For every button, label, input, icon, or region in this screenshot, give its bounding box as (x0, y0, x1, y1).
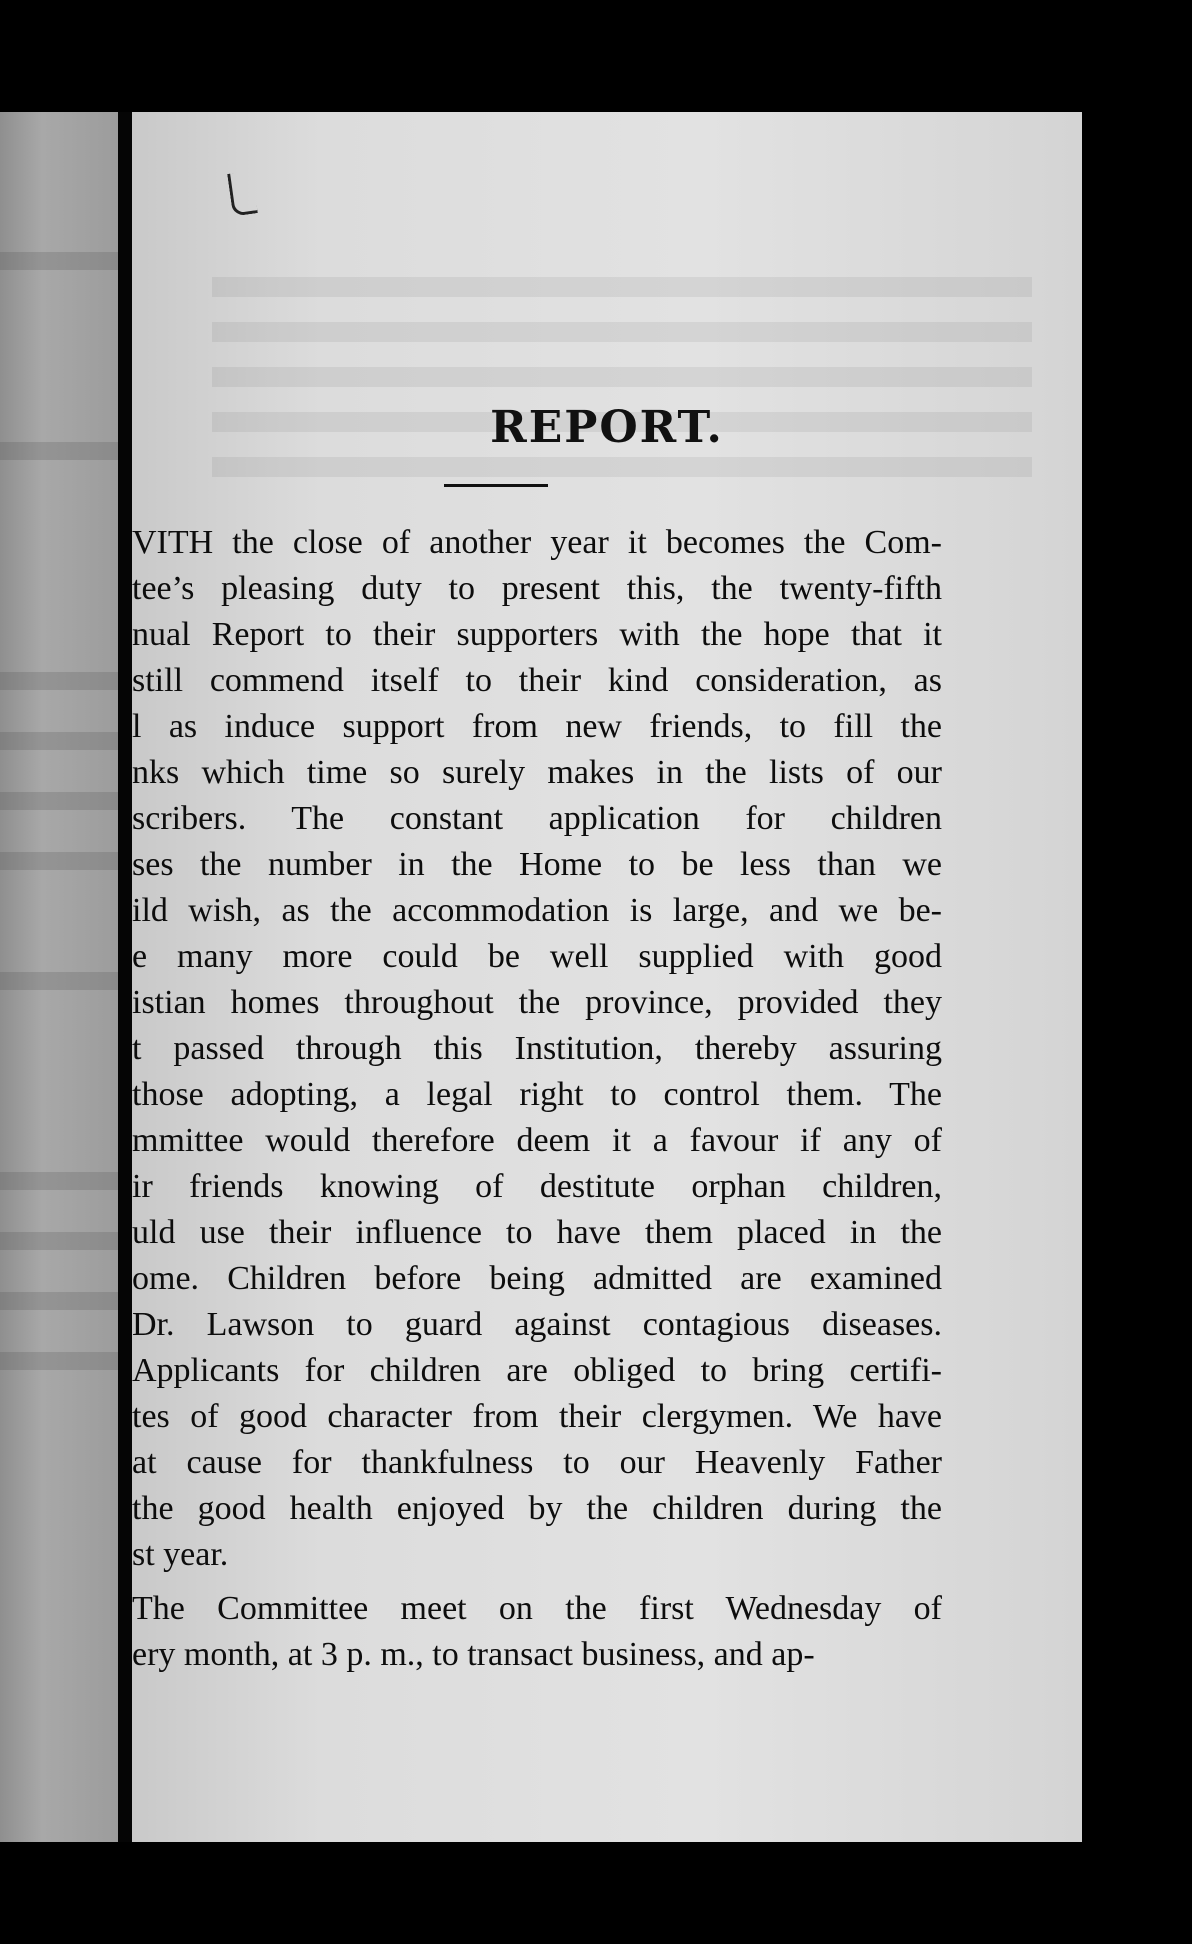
text-line: tee’s pleasing duty to present this, the twenty-fifth (132, 570, 942, 607)
text-line: ir friends knowing of destitute orphan children, (132, 1168, 942, 1205)
right-margin (1082, 112, 1192, 1842)
book-spine (118, 112, 132, 1842)
title-rule (444, 484, 548, 487)
text-line: ery month, at 3 p. m., to transact business, and ap- (132, 1636, 815, 1673)
text-line: ses the number in the Home to be less than we (132, 846, 942, 883)
text-line: The Committee meet on the first Wednesday of (132, 1590, 942, 1627)
adjacent-page-fragment (0, 112, 120, 1842)
text-line: nual Report to their supporters with the hope that it (132, 616, 942, 653)
pencil-mark (227, 170, 258, 216)
text-line: at cause for thankfulness to our Heavenly Father (132, 1444, 942, 1481)
text-line: still commend itself to their kind consideration, as (132, 662, 942, 699)
text-line: Applicants for children are obliged to bring certifi- (132, 1352, 942, 1389)
text-line: nks which time so surely makes in the lists of our (132, 754, 942, 791)
report-body (132, 520, 942, 1678)
text-line: mmittee would therefore deem it a favour if any of (132, 1122, 942, 1159)
paragraph-gap (132, 1578, 942, 1586)
text-line: those adopting, a legal right to control them. The (132, 1076, 942, 1113)
text-line: VITH the close of another year it becomes the Com- (132, 524, 942, 561)
text-line: uld use their influence to have them placed in the (132, 1214, 942, 1251)
text-line: tes of good character from their clergymen. We have (132, 1398, 942, 1435)
text-line: l as induce support from new friends, to fill the (132, 708, 942, 745)
text-line: Dr. Lawson to guard against contagious diseases. (132, 1306, 942, 1343)
text-line: ome. Children before being admitted are examined (132, 1260, 942, 1297)
document-page (132, 112, 1082, 1842)
text-line: st year. (132, 1536, 229, 1573)
text-line: e many more could be well supplied with good (132, 938, 942, 975)
text-line: ild wish, as the accommodation is large, and we be- (132, 892, 942, 929)
text-line: the good health enjoyed by the children during the (132, 1490, 942, 1527)
text-line: scribers. The constant application for children (132, 800, 942, 837)
report-title: REPORT. (490, 402, 724, 453)
text-line: istian homes throughout the province, provided they (132, 984, 942, 1021)
text-line: t passed through this Institution, thereby assuring (132, 1030, 942, 1067)
